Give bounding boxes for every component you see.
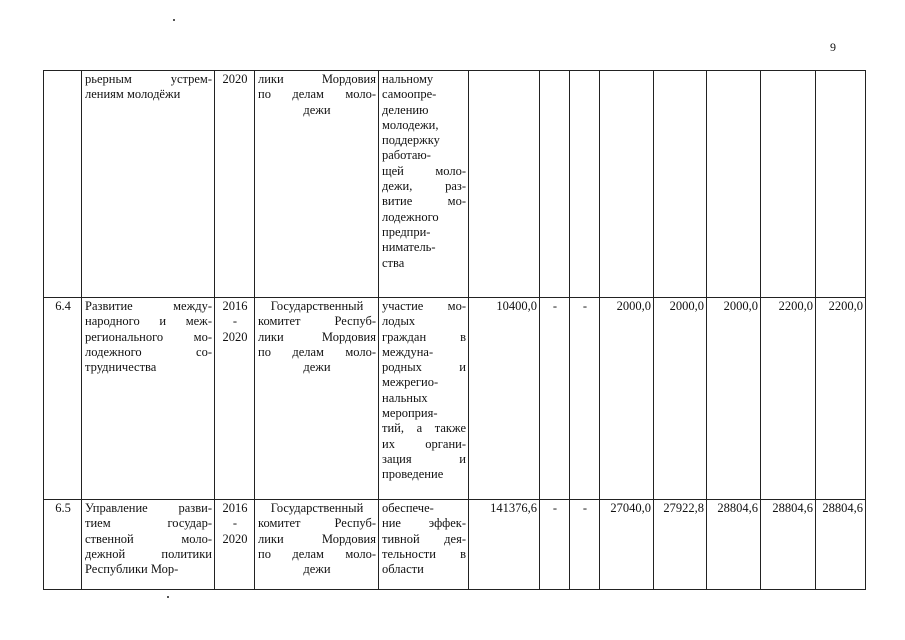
expected-result-line: ниматель- <box>382 240 436 255</box>
measure-name-line: ственной моло- <box>85 531 212 546</box>
implementation-years-line: 2020 <box>222 329 248 344</box>
executor-line: дежи <box>303 102 331 117</box>
funding-y2015: - <box>570 500 600 590</box>
expected-result-line: межрегио- <box>382 375 439 390</box>
implementation-years-line: 2020 <box>222 72 248 86</box>
funding-y2019 <box>761 71 816 298</box>
measure-name-line: тием государ- <box>85 516 212 531</box>
expected-result-line: обеспече- <box>382 501 434 515</box>
measure-number: 6.5 <box>44 500 82 590</box>
expected-result <box>379 500 469 590</box>
funding-total: 141376,6 <box>469 500 540 590</box>
funding-y2018: 2000,0 <box>707 298 761 500</box>
implementation-years-line: 2016 <box>222 501 248 515</box>
implementation-years-line: - <box>232 314 238 329</box>
expected-result-line: граждан в <box>382 329 466 344</box>
executor-line: Государственный <box>270 299 364 313</box>
executor-line: дежи <box>303 562 331 577</box>
executor <box>255 71 379 298</box>
executor-line: по делам моло- <box>258 87 376 102</box>
implementation-years <box>215 500 255 590</box>
expected-result-line: тельности в <box>382 546 466 561</box>
measure-name-line: трудничества <box>85 360 157 375</box>
funding-y2014 <box>540 71 570 298</box>
expected-result-line: самоопре- <box>382 87 437 102</box>
expected-result-line: междуна- <box>382 344 434 359</box>
funding-y2018 <box>707 71 761 298</box>
funding-y2017: 2000,0 <box>654 298 707 500</box>
measure-name-line: народного и меж- <box>85 314 212 329</box>
expected-result-line: тий, а также <box>382 421 466 436</box>
executor-line: лики Мордовия <box>258 329 376 344</box>
expected-result-line: витие мо- <box>382 194 466 209</box>
measure-number <box>44 71 82 298</box>
implementation-years <box>215 71 255 298</box>
measure-name-line: дежной политики <box>85 546 212 561</box>
executor-line: лики Мордовия <box>258 72 376 86</box>
funding-y2016: 27040,0 <box>600 500 654 590</box>
expected-result-line: их органи- <box>382 436 466 451</box>
table-row <box>44 500 866 590</box>
expected-result-line: лодежного <box>382 209 439 224</box>
expected-result-line: родных и <box>382 360 466 375</box>
executor-line: Государственный <box>270 501 364 515</box>
executor <box>255 500 379 590</box>
funding-y2014: - <box>540 500 570 590</box>
funding-y2017 <box>654 71 707 298</box>
implementation-years-line: - <box>232 516 238 531</box>
expected-result-line: работаю- <box>382 148 431 163</box>
measure-number: 6.4 <box>44 298 82 500</box>
funding-y2020: 28804,6 <box>816 500 866 590</box>
expected-result-line: проведение <box>382 467 444 482</box>
measure-name-line: Развитие между- <box>85 299 212 313</box>
measure-name-line: лодежного со- <box>85 344 212 359</box>
funding-y2018: 28804,6 <box>707 500 761 590</box>
funding-y2016 <box>600 71 654 298</box>
expected-result-line: молодежи, <box>382 117 439 132</box>
measure-name-line: лениям молодёжи <box>85 87 181 102</box>
expected-result-line: ние эффек- <box>382 516 466 531</box>
measure-name-line: регионального мо- <box>85 329 212 344</box>
expected-result <box>379 298 469 500</box>
table-row <box>44 298 866 500</box>
measure-name-line: Республики Мор- <box>85 562 179 577</box>
expected-result-line: мероприя- <box>382 406 438 421</box>
measure-name <box>82 298 215 500</box>
expected-result-line: делению <box>382 102 429 117</box>
expected-result-line: тивной дея- <box>382 531 466 546</box>
executor-line: комитет Респуб- <box>258 314 376 329</box>
expected-result-line: щей моло- <box>382 163 466 178</box>
implementation-years <box>215 298 255 500</box>
executor-line: дежи <box>303 360 331 375</box>
expected-result-line: участие мо- <box>382 299 466 313</box>
funding-y2016: 2000,0 <box>600 298 654 500</box>
expected-result-line: области <box>382 562 424 577</box>
measure-name <box>82 71 215 298</box>
implementation-years-line: 2020 <box>222 531 248 546</box>
expected-result-line: нальному <box>382 72 434 86</box>
measure-name <box>82 500 215 590</box>
expected-result-line: дежи, раз- <box>382 179 466 194</box>
funding-total <box>469 71 540 298</box>
expected-result-line: предпри- <box>382 224 431 239</box>
measure-name-line: рьерным устрем- <box>85 72 212 86</box>
executor <box>255 298 379 500</box>
funding-y2020: 2200,0 <box>816 298 866 500</box>
executor-line: по делам моло- <box>258 344 376 359</box>
executor-line: комитет Респуб- <box>258 516 376 531</box>
funding-y2014: - <box>540 298 570 500</box>
funding-y2015 <box>570 71 600 298</box>
funding-y2020 <box>816 71 866 298</box>
funding-total: 10400,0 <box>469 298 540 500</box>
expected-result-line: лодых <box>382 314 416 329</box>
executor-line: по делам моло- <box>258 546 376 561</box>
funding-y2019: 2200,0 <box>761 298 816 500</box>
funding-y2019: 28804,6 <box>761 500 816 590</box>
program-measures-table <box>43 70 866 590</box>
implementation-years-line: 2016 <box>222 299 248 313</box>
expected-result-line: ства <box>382 255 405 270</box>
expected-result-line: нальных <box>382 390 428 405</box>
funding-y2017: 27922,8 <box>654 500 707 590</box>
page-number: 9 <box>830 40 836 54</box>
measure-name-line: Управление разви- <box>85 501 212 515</box>
expected-result-line: поддержку <box>382 133 440 148</box>
expected-result-line: зация и <box>382 451 466 466</box>
funding-y2015: - <box>570 298 600 500</box>
expected-result <box>379 71 469 298</box>
executor-line: лики Мордовия <box>258 531 376 546</box>
table-row <box>44 71 866 298</box>
